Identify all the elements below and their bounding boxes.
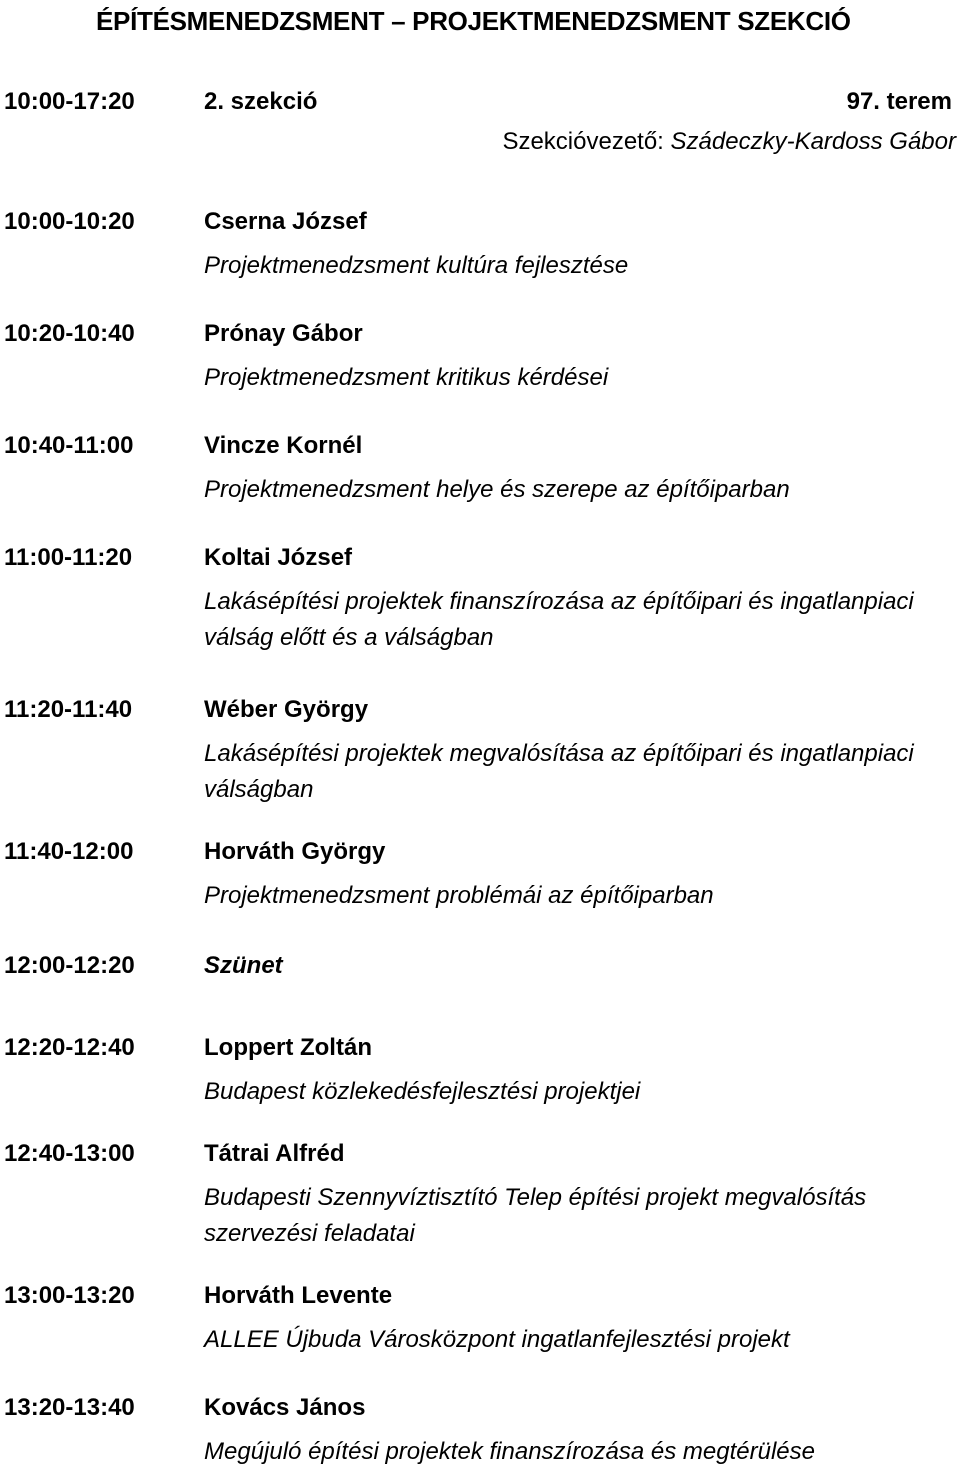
- talk-time: 10:20-10:40: [4, 320, 135, 347]
- talk-topic: Megújuló építési projektek finanszírozása és megtérülése: [204, 1438, 815, 1465]
- talk-speaker: Loppert Zoltán: [204, 1034, 372, 1061]
- talk-speaker: Kovács János: [204, 1394, 366, 1421]
- talk-speaker: Wéber György: [204, 696, 369, 723]
- talk-time: 13:20-13:40: [4, 1394, 135, 1421]
- break-time: 12:00-12:20: [4, 952, 135, 979]
- talk-speaker: Tátrai Alfréd: [204, 1140, 345, 1167]
- talk-topic: Budapesti Szennyvíztisztító Telep építési projekt megvalósítás szervezési feladatai: [204, 1184, 867, 1247]
- talk-time: 13:00-13:20: [4, 1282, 135, 1309]
- talk-topic: Projektmenedzsment problémái az építőiparban: [204, 882, 714, 909]
- talk-topic: Lakásépítési projektek finanszírozása az építőipari és ingatlanpiaci válság előtt és a válságban: [204, 588, 914, 651]
- talk-time: 12:20-12:40: [4, 1034, 135, 1061]
- session-time: 10:00-17:20: [4, 88, 135, 115]
- talk-topic: Projektmenedzsment kultúra fejlesztése: [204, 252, 629, 279]
- break-label: Szünet: [204, 952, 283, 979]
- session-room: 97. terem: [846, 88, 952, 115]
- talk-time: 12:40-13:00: [4, 1140, 135, 1167]
- talk-time: 11:00-11:20: [4, 544, 133, 571]
- talk-speaker: Prónay Gábor: [204, 320, 363, 347]
- session-number: 2. szekció: [204, 88, 318, 115]
- talk-topic: Projektmenedzsment helye és szerepe az építőiparban: [204, 476, 790, 503]
- talk-topic: Lakásépítési projektek megvalósítása az építőipari és ingatlanpiaci válságban: [204, 740, 914, 803]
- talk-topic: Projektmenedzsment kritikus kérdései: [204, 364, 609, 391]
- talk-topic: ALLEE Újbuda Városközpont ingatlanfejlesztési projekt: [204, 1326, 790, 1353]
- talk-time: 10:40-11:00: [4, 432, 134, 459]
- talk-speaker: Vincze Kornél: [204, 432, 363, 459]
- talk-time: 11:40-12:00: [4, 838, 134, 865]
- talk-time: 10:00-10:20: [4, 208, 135, 235]
- talk-speaker: Horváth Levente: [204, 1282, 393, 1309]
- page-title: ÉPÍTÉSMENEDZSMENT – PROJEKTMENEDZSMENT SZEKCIÓ: [96, 6, 851, 36]
- talk-time: 11:20-11:40: [4, 696, 133, 723]
- talk-speaker: Horváth György: [204, 838, 386, 865]
- talk-speaker: Koltai József: [204, 544, 353, 571]
- talk-topic: Budapest közlekedésfejlesztési projektjei: [204, 1078, 641, 1105]
- session-chair: [502, 128, 956, 156]
- talk-speaker: Cserna József: [204, 208, 367, 235]
- chair-label: Szekcióvezető:: [502, 128, 671, 155]
- session-header: [0, 88, 960, 120]
- chair-name: Szádeczky-Kardoss Gábor: [670, 128, 956, 155]
